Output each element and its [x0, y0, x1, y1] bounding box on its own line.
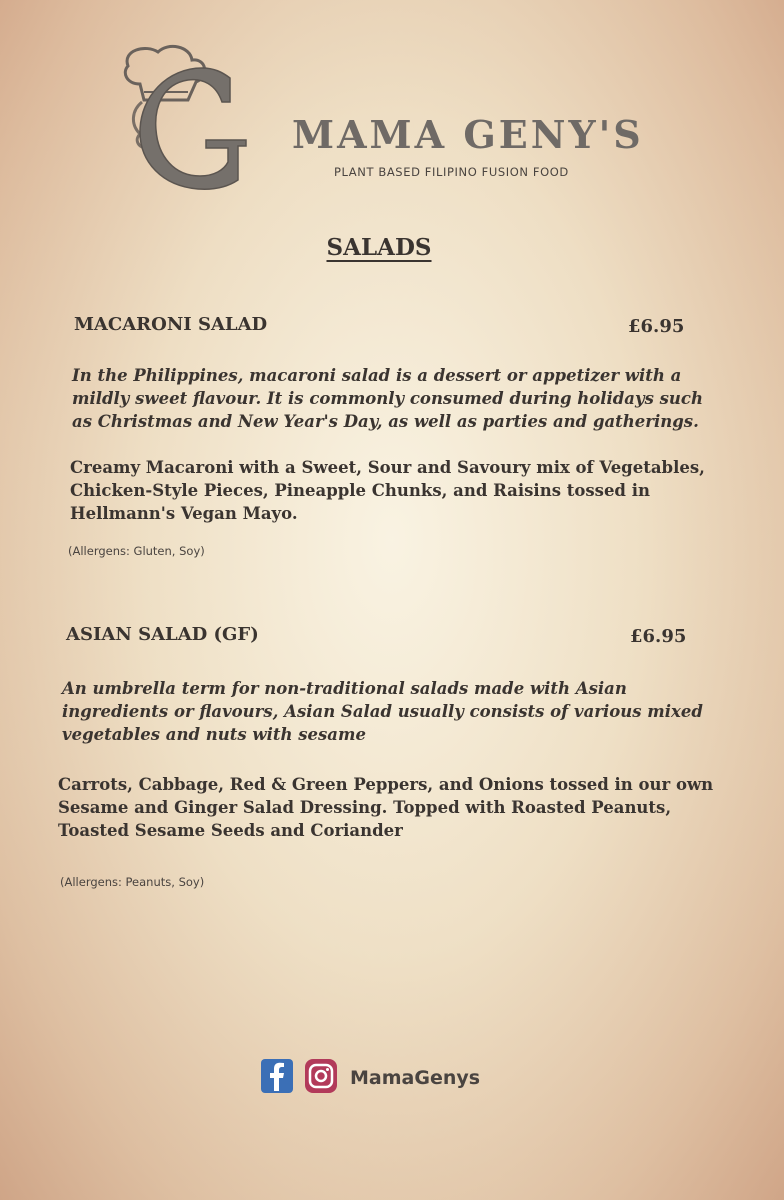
instagram-icon[interactable] — [304, 1058, 338, 1098]
logo-icon — [118, 44, 253, 194]
social-handle[interactable]: MamaGenys — [350, 1067, 481, 1089]
item-description: Carrots, Cabbage, Red & Green Peppers, and Onions tossed in our own Sesame and Ginger Salad Dressing. Topped with Roasted Peanuts, Toasted Sesame Seeds and Coriander — [58, 775, 714, 840]
item-price: £6.95 — [630, 626, 687, 647]
item-name: ASIAN SALAD (GF) — [66, 624, 259, 645]
brand-tagline: PLANT BASED FILIPINO FUSION FOOD — [334, 165, 569, 179]
social-footer — [260, 1058, 480, 1098]
item-intro: An umbrella term for non-traditional salads made with Asian ingredients or flavours, Asian Salad usually consists of various mixed vegetables and nuts with sesame — [62, 679, 703, 744]
item-description: Creamy Macaroni with a Sweet, Sour and Savoury mix of Vegetables, Chicken-Style Pieces, Pineapple Chunks, and Raisins tossed in Hellmann's Vegan Mayo. — [70, 458, 705, 523]
facebook-icon[interactable] — [260, 1058, 294, 1098]
item-allergens: (Allergens: Gluten, Soy) — [68, 544, 205, 558]
item-price: £6.95 — [628, 316, 685, 337]
brand-name: MAMA GENY'S — [292, 112, 644, 157]
item-allergens: (Allergens: Peanuts, Soy) — [60, 875, 205, 889]
item-intro: In the Philippines, macaroni salad is a dessert or appetizer with a mildly sweet flavour. It is commonly consumed during holidays such as Christmas and New Year's Day, as well as parties and gatherings. — [72, 366, 703, 431]
item-name: MACARONI SALAD — [74, 314, 268, 335]
section-title: SALADS — [326, 234, 432, 261]
